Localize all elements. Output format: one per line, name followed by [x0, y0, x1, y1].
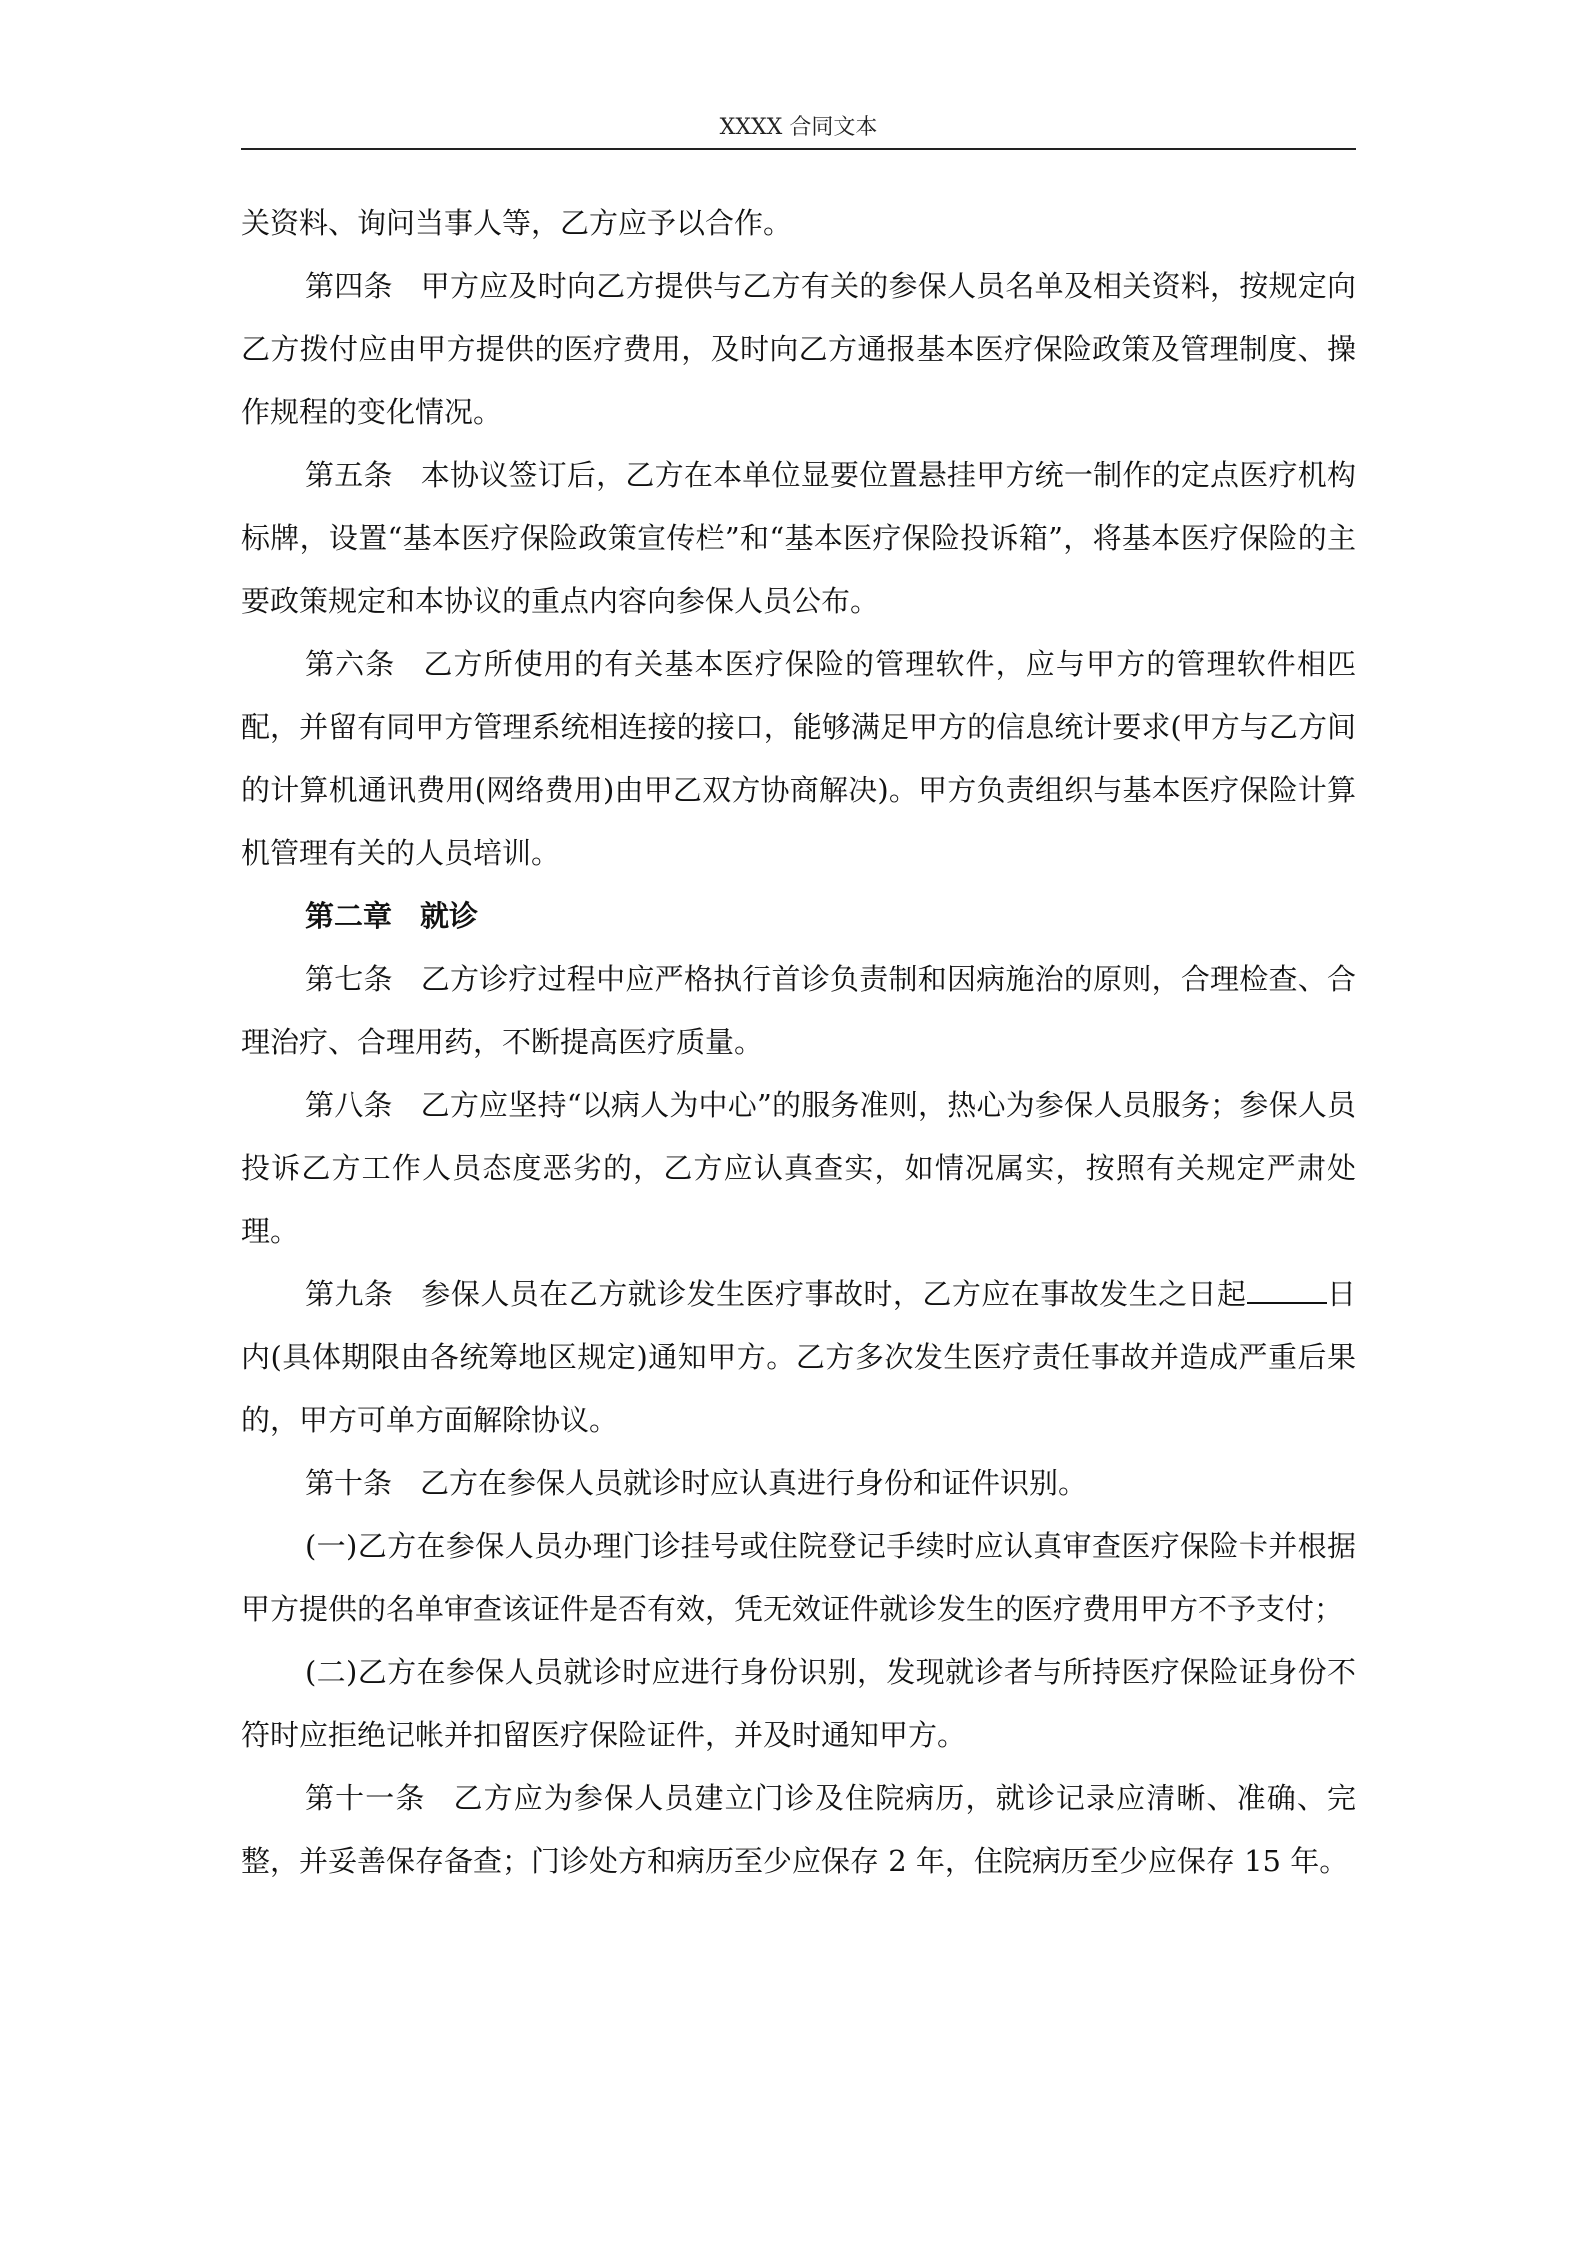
- article-text: 乙方诊疗过程中应严格执行首诊负责制和因病施治的原则，合理检查、合理治疗、合理用药，不断提高医疗质量。: [241, 962, 1356, 1059]
- chapter-number: 第二章: [305, 899, 393, 933]
- paragraph-continuation: [241, 192, 1356, 255]
- article-7: [241, 948, 1356, 1074]
- item-text: (一)乙方在参保人员办理门诊挂号或住院登记手续时应认真审查医疗保险卡并根据甲方提供的名单审查该证件是否有效，凭无效证件就诊发生的医疗费用甲方不予支付；: [241, 1529, 1356, 1626]
- document-body: [241, 192, 1356, 1893]
- article-number: 第六条: [305, 647, 396, 681]
- article-6: [241, 633, 1356, 885]
- chapter-heading: [241, 885, 1356, 948]
- article-10-item-2: [241, 1641, 1356, 1767]
- article-text: 乙方在参保人员就诊时应认真进行身份和证件识别。: [420, 1466, 1088, 1500]
- article-number: 第九条: [305, 1277, 394, 1311]
- article-number: 第四条: [305, 269, 393, 303]
- header-title: XXXX 合同文本: [719, 115, 878, 140]
- article-number: 第十一条: [305, 1781, 426, 1815]
- article-10-item-1: [241, 1515, 1356, 1641]
- article-number: 第十条: [305, 1466, 393, 1500]
- blank-days-field: [1247, 1276, 1327, 1304]
- chapter-title: 就诊: [420, 899, 479, 933]
- article-text: 日内(具体期限由各统筹地区规定)通知甲方。乙方多次发生医疗责任事故并造成严重后果的，甲方可单方面解除协议。: [241, 1277, 1356, 1437]
- article-4: [241, 255, 1356, 444]
- article-11: [241, 1767, 1356, 1893]
- article-number: 第八条: [305, 1088, 393, 1122]
- article-text: 甲方应及时向乙方提供与乙方有关的参保人员名单及相关资料，按规定向乙方拨付应由甲方提供的医疗费用，及时向乙方通报基本医疗保险政策及管理制度、操作规程的变化情况。: [241, 269, 1356, 429]
- article-text: 乙方应坚持“以病人为中心”的服务准则，热心为参保人员服务；参保人员投诉乙方工作人员态度恶劣的，乙方应认真查实，如情况属实，按照有关规定严肃处理。: [241, 1088, 1356, 1248]
- item-text: (二)乙方在参保人员就诊时应进行身份识别，发现就诊者与所持医疗保险证身份不符时应拒绝记帐并扣留医疗保险证件，并及时通知甲方。: [241, 1655, 1356, 1752]
- article-number: 第五条: [305, 458, 393, 492]
- article-text: 参保人员在乙方就诊发生医疗事故时，乙方应在事故发生之日起: [421, 1277, 1247, 1311]
- article-9: [241, 1263, 1356, 1452]
- paragraph-text: 关资料、询问当事人等，乙方应予以合作。: [241, 206, 793, 240]
- article-5: [241, 444, 1356, 633]
- page-header: [241, 110, 1356, 150]
- article-10: [241, 1452, 1356, 1515]
- article-8: [241, 1074, 1356, 1263]
- article-text: 乙方所使用的有关基本医疗保险的管理软件，应与甲方的管理软件相匹配，并留有同甲方管理系统相连接的接口，能够满足甲方的信息统计要求(甲方与乙方间的计算机通讯费用(网络费用)由甲乙双方协商解决)。甲方负责组织与基本医疗保险计算机管理有关的人员培训。: [241, 647, 1356, 870]
- article-text: 本协议签订后，乙方在本单位显要位置悬挂甲方统一制作的定点医疗机构标牌，设置“基本医疗保险政策宣传栏”和“基本医疗保险投诉箱”，将基本医疗保险的主要政策规定和本协议的重点内容向参保人员公布。: [241, 458, 1356, 618]
- article-number: 第七条: [305, 962, 393, 996]
- article-text: 乙方应为参保人员建立门诊及住院病历，就诊记录应清晰、准确、完整，并妥善保存备查；门诊处方和病历至少应保存 2 年，住院病历至少应保存 15 年。: [241, 1781, 1356, 1878]
